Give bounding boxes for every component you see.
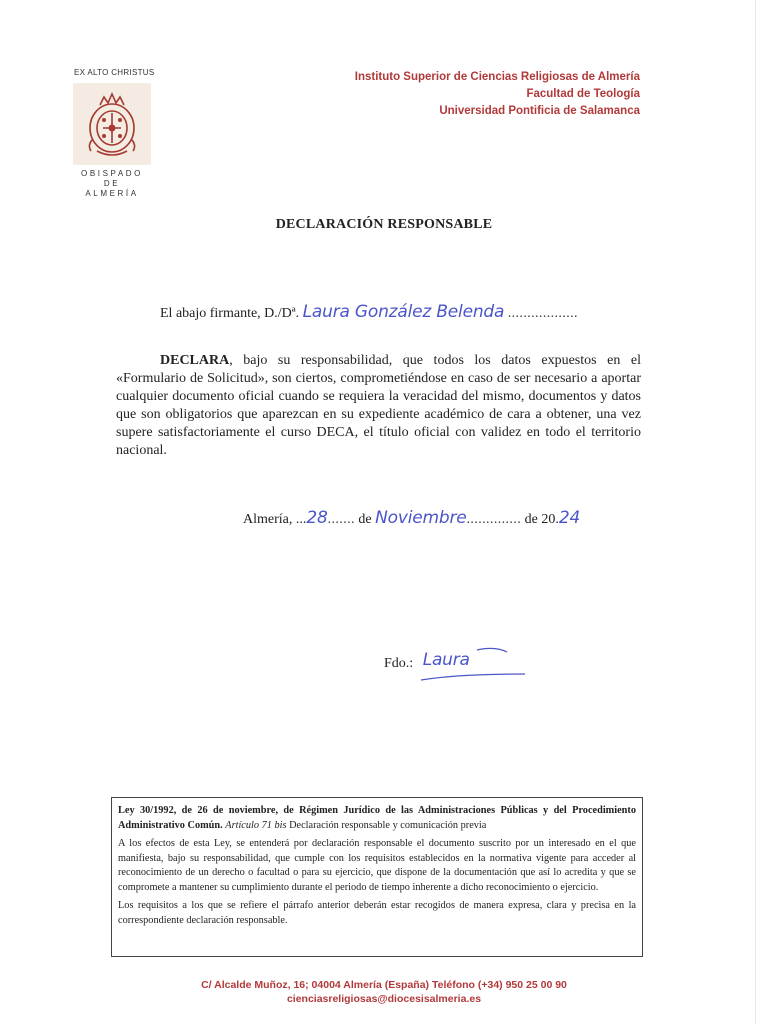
date-line — [243, 508, 580, 528]
signer-name-handwritten: Laura González Belenda — [302, 302, 505, 322]
date-month-handwritten: Noviembre — [375, 508, 467, 528]
institution-line: Instituto Superior de Ciencias Religiosas de Almería — [354, 71, 640, 83]
institution-line: Universidad Pontificia de Salamanca — [439, 105, 640, 117]
footer-address: C/ Alcalde Muñoz, 16; 04004 Almería (España) Teléfono (+34) 950 25 00 90 — [201, 979, 567, 991]
signature-line — [384, 644, 527, 684]
signature-mark — [417, 644, 527, 684]
footer-email: cienciasreligiosas@diocesisalmeria.es — [286, 993, 482, 1005]
legal-notice-box — [111, 797, 643, 957]
legal-article: Artículo 71 bis — [225, 819, 287, 831]
date-de: de — [354, 512, 376, 527]
legal-paragraph-1: A los efectos de esta Ley, se entenderá por declaración responsable el documento suscrito por un interesado en el que manifiesta, bajo su responsabilidad, que cumple con los requisitos establecidos en la normativa vigente para acceder al reconocimiento de un derecho o facultad o para su ejercicio, que dispone de la documentación que así lo acredita y que se compromete a mantener su cumplimiento durante el periodo de tiempo inherente a dicho reconocimiento o ejercicio. — [118, 838, 636, 893]
signer-line — [160, 302, 578, 322]
legal-heading-text: Ley 30/1992, de 26 de noviembre, de Régimen Jurídico de las Administraciones Públicas y del Procedimiento Administrativo Común. — [118, 805, 636, 831]
date-place: Almería, ... — [243, 512, 307, 527]
declaration-paragraph — [116, 352, 641, 460]
signature-handwritten: Laura — [422, 650, 470, 670]
seal-motto: EX ALTO CHRISTUS — [74, 68, 155, 77]
legal-heading — [118, 804, 636, 833]
date-day-dots: ....... — [327, 512, 355, 527]
seal-caption-line: DE — [103, 179, 121, 188]
declaration-lead: DECLARA — [160, 353, 230, 368]
institution-header — [355, 69, 640, 120]
signer-label: El abajo firmante, D./Dª. — [160, 306, 300, 321]
institution-line: Facultad de Teología — [526, 88, 640, 100]
document-title: DECLARACIÓN RESPONSABLE — [275, 217, 493, 232]
legal-paragraph-2: Los requisitos a los que se refiere el párrafo anterior deberán estar recogidos de manera expresa, clara y precisa en la correspondiente declaración responsable. — [118, 900, 636, 926]
diocese-seal-logo — [73, 83, 151, 165]
declaration-text: , bajo su responsabilidad, que todos los datos expuestos en el «Formulario de Solicitud», son ciertos, comprometiéndose en caso de ser necesario a aportar cualquier documento oficial cuando se requiera la veracidad del mismo, documentos y datos que son obligatorios que aparezcan en su expediente académico de cara a obtener, una vez supere satisfactoriamente el curso DECA, el título oficial con validez en todo el territorio nacional. — [116, 353, 641, 458]
date-month-dots: .............. — [466, 512, 522, 527]
seal-caption-line: ALMERÍA — [85, 189, 139, 198]
seal-caption — [70, 169, 154, 199]
footer-contact — [0, 978, 768, 1006]
page-edge — [755, 0, 756, 1024]
signature-flourish — [417, 644, 527, 684]
signer-dots: .................. — [507, 306, 578, 321]
seal-caption-line: OBISPADO — [81, 169, 143, 178]
date-year-prefix: de 20. — [521, 512, 559, 527]
date-year-handwritten: 24 — [558, 508, 581, 528]
legal-article-title: Declaración responsable y comunicación previa — [286, 819, 487, 831]
signature-label: Fdo.: — [384, 656, 414, 672]
date-day-handwritten: 28 — [306, 508, 328, 528]
